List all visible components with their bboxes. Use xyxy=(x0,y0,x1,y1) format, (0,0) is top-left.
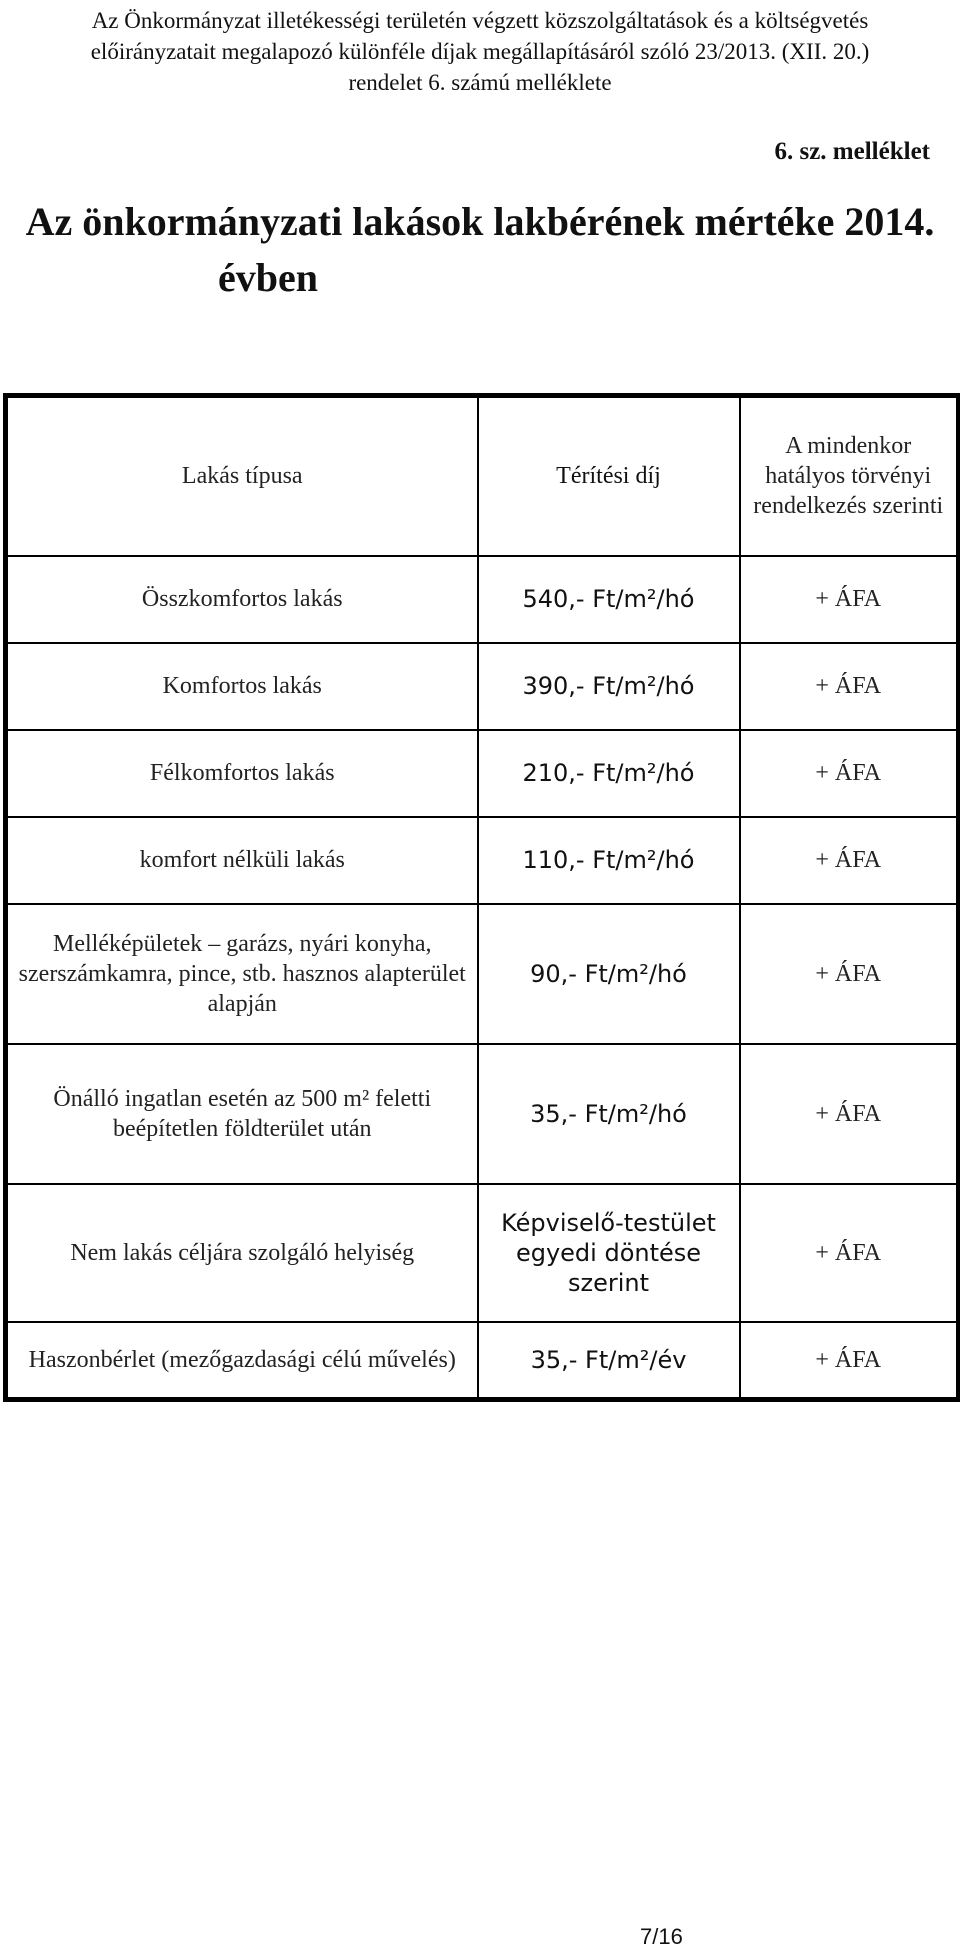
row-fee: 210,- Ft/m²/hó xyxy=(478,730,740,817)
document-header-line-1: Az Önkormányzat illetékességi területén végzett közszolgáltatások és a költségvetés xyxy=(91,8,869,33)
row-vat: + ÁFA xyxy=(740,904,959,1044)
header-fee: Térítési díj xyxy=(478,396,740,556)
row-vat: + ÁFA xyxy=(740,643,959,730)
row-fee: 35,- Ft/m²/hó xyxy=(478,1044,740,1184)
table-row xyxy=(6,643,959,730)
row-vat: + ÁFA xyxy=(740,556,959,643)
header-type: Lakás típusa xyxy=(6,396,478,556)
header-vat: A mindenkor hatályos törvényi rendelkezés szerinti xyxy=(740,396,959,556)
table-row xyxy=(6,817,959,904)
row-type: Haszonbérlet (mezőgazdasági célú művelés) xyxy=(6,1322,478,1400)
row-fee: 390,- Ft/m²/hó xyxy=(478,643,740,730)
row-fee: 90,- Ft/m²/hó xyxy=(478,904,740,1044)
page-title xyxy=(0,194,960,306)
row-fee: 110,- Ft/m²/hó xyxy=(478,817,740,904)
row-type: Komfortos lakás xyxy=(6,643,478,730)
table-header-row xyxy=(6,396,959,556)
table-row xyxy=(6,730,959,817)
table-row xyxy=(6,904,959,1044)
annex-label: 6. sz. melléklet xyxy=(774,138,930,165)
table-row xyxy=(6,1044,959,1184)
row-type: Nem lakás céljára szolgáló helyiség xyxy=(6,1184,478,1322)
document-header-line-2: előirányzatait megalapozó különféle díjak megállapításáról szóló 23/2013. (XII. 20.) xyxy=(90,39,870,64)
row-vat: + ÁFA xyxy=(740,817,959,904)
page-title-line-1: Az önkormányzati lakások lakbérének mértéke 2014. xyxy=(25,199,935,244)
row-vat: + ÁFA xyxy=(740,1184,959,1322)
rent-table xyxy=(3,393,960,1402)
table-row xyxy=(6,1184,959,1322)
row-vat: + ÁFA xyxy=(740,730,959,817)
page-title-line-2: évben xyxy=(218,255,318,300)
row-fee: 35,- Ft/m²/év xyxy=(478,1322,740,1400)
row-type: Melléképületek – garázs, nyári konyha, szerszámkamra, pince, stb. hasznos alapterület alapján xyxy=(6,904,478,1044)
row-type: komfort nélküli lakás xyxy=(6,817,478,904)
document-header-line-3: rendelet 6. számú melléklete xyxy=(348,70,612,95)
row-vat: + ÁFA xyxy=(740,1322,959,1400)
row-type: Félkomfortos lakás xyxy=(6,730,478,817)
row-vat: + ÁFA xyxy=(740,1044,959,1184)
page-number: 7/16 xyxy=(640,1924,683,1949)
row-type: Önálló ingatlan esetén az 500 m² feletti beépítetlen földterület után xyxy=(6,1044,478,1184)
row-type: Összkomfortos lakás xyxy=(6,556,478,643)
table-row xyxy=(6,556,959,643)
row-fee: Képviselő-testület egyedi döntése szerint xyxy=(478,1184,740,1322)
row-fee: 540,- Ft/m²/hó xyxy=(478,556,740,643)
table-row xyxy=(6,1322,959,1400)
